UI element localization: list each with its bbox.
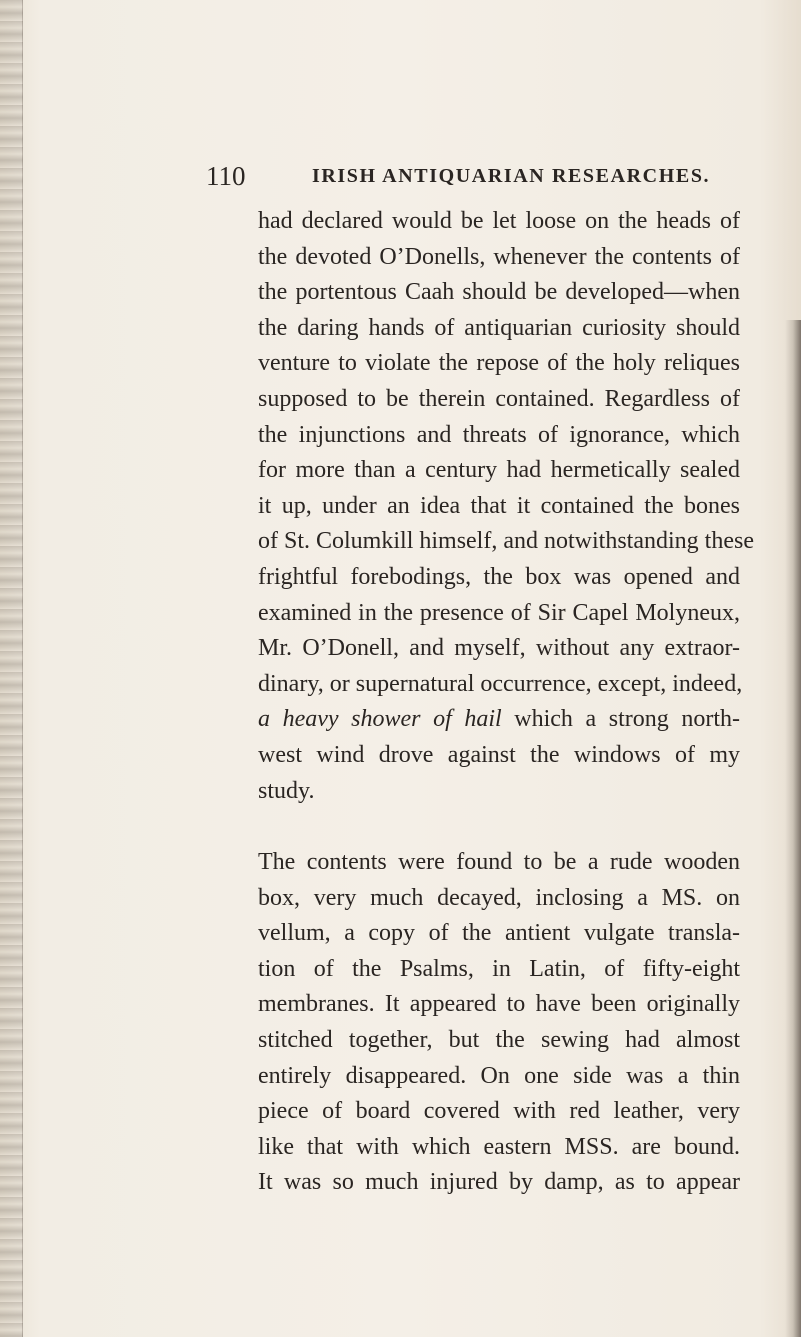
text-line: the devoted O’Donells, whenever the contents of — [258, 243, 740, 270]
page-number: 110 — [206, 161, 246, 191]
text-line: the portentous Caah should be developed—when — [258, 279, 740, 306]
text-line: west wind drove against the windows of my — [258, 741, 740, 768]
text-line: it up, under an idea that it contained the bones — [258, 492, 740, 519]
page-outer-edge — [785, 320, 801, 1337]
italic-phrase: a heavy shower of hail — [258, 706, 502, 733]
text-line: dinary, or supernatural occurrence, except, indeed, — [258, 670, 743, 697]
text-line: vellum, a copy of the antient vulgate transla- — [258, 920, 740, 947]
text-line: supposed to be therein contained. Regardless of — [258, 385, 740, 412]
text-line: had declared would be let loose on the heads of — [258, 208, 740, 234]
paragraph-gap — [258, 809, 740, 845]
text-line: stitched together, but the sewing had almost — [258, 1027, 740, 1054]
paragraph-2 — [258, 845, 740, 1201]
page-binding-edge — [0, 0, 23, 1337]
text-line-with-italic — [258, 702, 740, 738]
text-line: of St. Columkill himself, and notwithstanding these — [258, 528, 754, 555]
text-line: piece of board covered with red leather, very — [258, 1098, 740, 1125]
page-header — [206, 158, 766, 194]
paragraph-1 — [258, 204, 754, 809]
text-line: study. — [258, 777, 315, 804]
text-line: the daring hands of antiquarian curiosity should — [258, 314, 740, 341]
text-line: It was so much injured by damp, as to appear — [258, 1169, 740, 1196]
body-text — [258, 204, 754, 1201]
running-head: IRISH ANTIQUARIAN RESEARCHES. — [312, 165, 711, 187]
text-line: like that with which eastern MSS. are bound. — [258, 1133, 740, 1160]
text-line: Mr. O’Donell, and myself, without any extraor- — [258, 635, 740, 662]
text-line: box, very much decayed, inclosing a MS. on — [258, 884, 740, 911]
text-line: frightful forebodings, the box was opened and — [258, 563, 740, 590]
text-line: membranes. It appeared to have been originally — [258, 991, 740, 1018]
text-line: examined in the presence of Sir Capel Molyneux, — [258, 599, 740, 626]
text-line: tion of the Psalms, in Latin, of fifty-eight — [258, 955, 740, 982]
line-remainder: which a strong north- — [501, 706, 740, 733]
text-line: entirely disappeared. On one side was a thin — [258, 1062, 740, 1089]
text-line: the injunctions and threats of ignorance, which — [258, 421, 740, 448]
text-line: for more than a century had hermetically sealed — [258, 457, 740, 484]
text-line: venture to violate the repose of the holy reliques — [258, 350, 740, 377]
text-line: The contents were found to be a rude wooden — [258, 849, 740, 876]
